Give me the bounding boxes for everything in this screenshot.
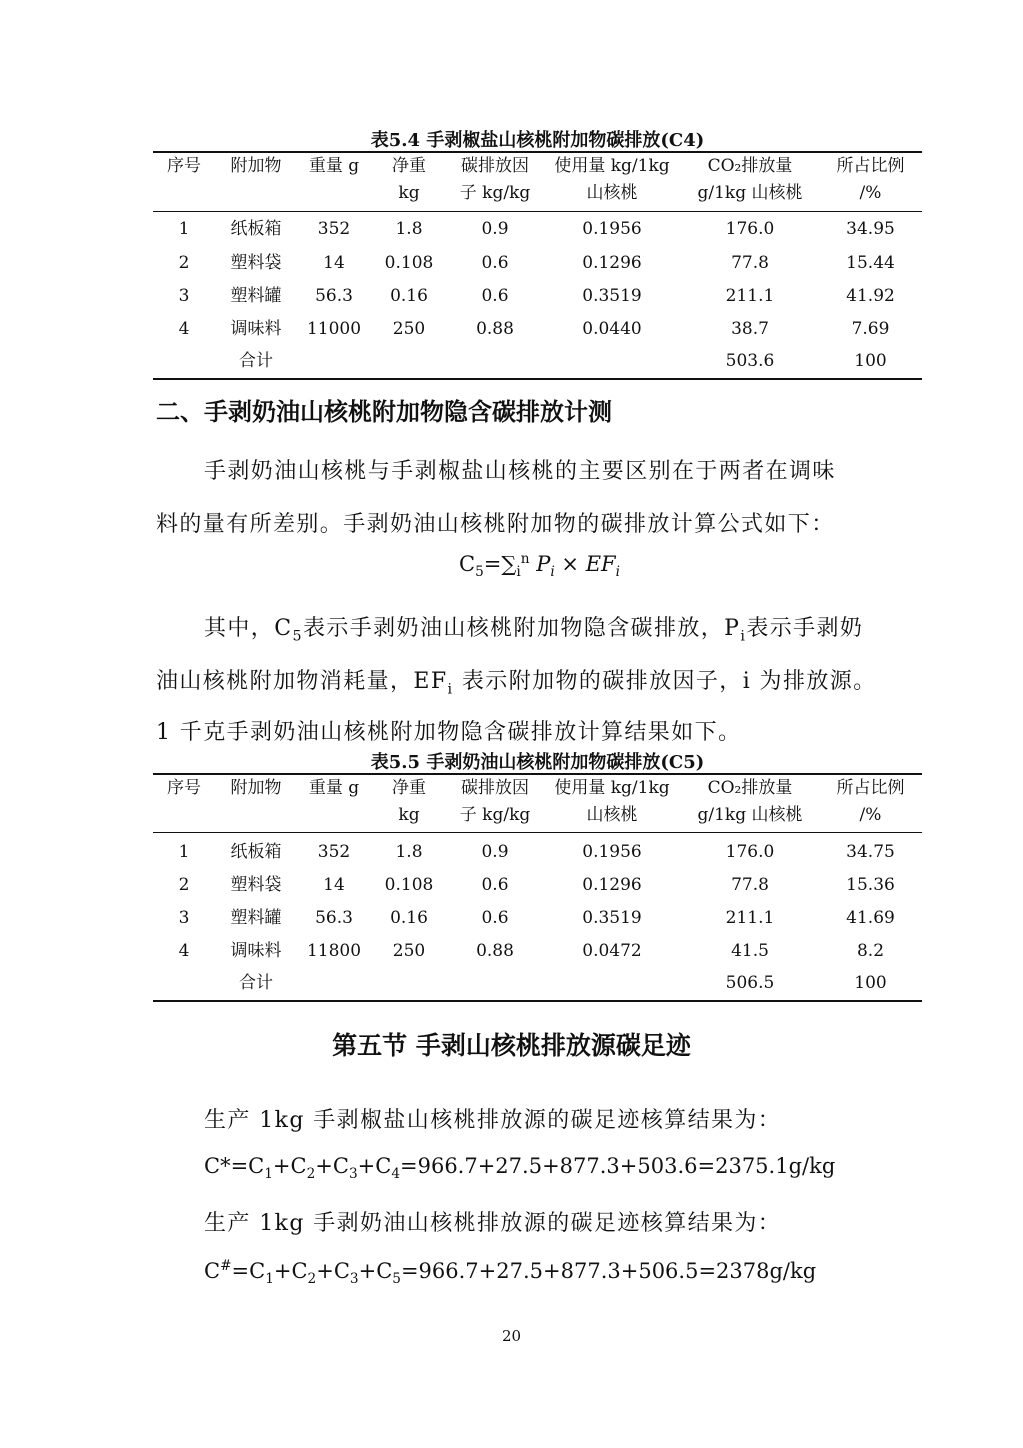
table2-header-cell: 子 kg/kg <box>459 805 531 825</box>
table-cell: 14 <box>323 875 345 895</box>
table2-header-rule <box>153 832 922 833</box>
table-cell: 0.1296 <box>582 253 642 273</box>
table-cell: 11800 <box>306 941 362 961</box>
section-title: 第五节 手剥山核桃排放源碳足迹 <box>332 1031 691 1060</box>
table1-header-cell: 山核桃 <box>586 183 638 203</box>
table-cell: 211.1 <box>725 908 775 928</box>
table2-header-cell: 使用量 kg/1kg <box>554 778 670 798</box>
table2-bottom-rule <box>153 1000 922 1002</box>
table1-header-row-1 <box>153 153 922 179</box>
table-cell: 352 <box>317 219 351 239</box>
table-cell: 211.1 <box>725 286 775 306</box>
table-cell: 0.6 <box>481 908 509 928</box>
table-cell: 3 <box>178 286 190 306</box>
table-cell: 0.0440 <box>582 319 642 339</box>
table-cell: 41.92 <box>846 286 895 306</box>
table1-header-cell: 净重 <box>392 156 426 176</box>
table-cell: 41.5 <box>731 941 769 961</box>
table2-header-cell: /% <box>859 805 882 825</box>
table2-header-row-1 <box>153 775 922 801</box>
table-cell: 15.44 <box>846 253 895 273</box>
table2-caption: 表5.5 手剥奶油山核桃附加物碳排放(C5) <box>370 752 705 773</box>
table1-header-cell: 所占比例 <box>836 156 905 176</box>
table-cell: 调味料 <box>230 941 282 961</box>
table-cell: 352 <box>317 842 351 862</box>
table-cell: 56.3 <box>315 908 353 928</box>
table-cell: 250 <box>392 941 426 961</box>
paragraph-line: 其中，$C_5$表示手剥奶油山核桃附加物隐含碳排放，$P_i$表示手剥奶 <box>204 616 864 645</box>
table-cell: 调味料 <box>230 319 282 339</box>
total-label: 合计 <box>239 351 273 371</box>
table-cell: 7.69 <box>851 319 890 339</box>
table-cell: 0.6 <box>481 875 509 895</box>
table-cell: 4 <box>178 319 190 339</box>
table-row <box>153 905 922 931</box>
table-cell: 0.16 <box>390 286 428 306</box>
total-co2: 506.5 <box>725 973 775 993</box>
table-cell: 塑料袋 <box>230 253 282 273</box>
table1-header-cell: 碳排放因 <box>461 156 529 176</box>
table-cell: 0.3519 <box>582 286 642 306</box>
table2-header-cell: g/1kg 山核桃 <box>697 805 803 825</box>
table-cell: 34.95 <box>846 219 895 239</box>
table2-header-cell: 净重 <box>392 778 426 798</box>
table-row <box>153 839 922 865</box>
table-total-row <box>153 970 922 996</box>
table1-header-cell: 子 kg/kg <box>459 183 531 203</box>
table2-header-cell: kg <box>398 805 420 825</box>
table1-caption: 表5.4 手剥椒盐山核桃附加物碳排放(C4) <box>370 130 705 151</box>
table1-header-cell: 序号 <box>167 156 201 176</box>
table1-header-cell: 使用量 kg/1kg <box>554 156 670 176</box>
table2-header-row-2 <box>153 802 922 828</box>
table2-header-cell: 所占比例 <box>836 778 905 798</box>
table-cell: 8.2 <box>856 941 885 961</box>
table-cell: 250 <box>392 319 426 339</box>
table-cell: 34.75 <box>846 842 895 862</box>
table-row <box>153 938 922 964</box>
table-cell: 176.0 <box>725 842 775 862</box>
table-cell: 0.6 <box>481 286 509 306</box>
table-cell: 0.1956 <box>582 842 642 862</box>
table-total-row <box>153 348 922 374</box>
table2-header-cell: 附加物 <box>230 778 282 798</box>
table-row <box>153 316 922 342</box>
table-cell: 11000 <box>306 319 362 339</box>
total-co2: 503.6 <box>725 351 775 371</box>
total-label: 合计 <box>239 973 273 993</box>
table-cell: 14 <box>323 253 345 273</box>
table-cell: 1.8 <box>395 219 423 239</box>
table-cell: 1.8 <box>395 842 423 862</box>
table-cell: 38.7 <box>731 319 769 339</box>
table1-bottom-rule <box>153 378 922 380</box>
table-cell: 1 <box>178 219 190 239</box>
table1-header-cell: CO₂排放量 <box>707 156 793 176</box>
table2-header-cell: 序号 <box>167 778 201 798</box>
table-cell: 0.108 <box>384 253 434 273</box>
table-cell: 2 <box>178 875 190 895</box>
table2-header-cell: 山核桃 <box>586 805 638 825</box>
formula-c-star: $C*=C_1+C_2+C_3+C_4=966.7+27.5+877.3+503.6=2375.1g/kg$ <box>204 1154 836 1183</box>
table-cell: 0.9 <box>481 842 509 862</box>
table-cell: 0.88 <box>476 319 514 339</box>
table-cell: 塑料罐 <box>230 908 282 928</box>
table-cell: 塑料袋 <box>230 875 282 895</box>
table-cell: 0.3519 <box>582 908 642 928</box>
table-cell: 4 <box>178 941 190 961</box>
table-row <box>153 216 922 242</box>
paragraph-line: 油山核桃附加物消耗量，$EF_i$ 表示附加物的碳排放因子，i 为排放源。 <box>156 669 877 698</box>
formula-c5: $C_5=\sum_i^n$ $P_i \times EF_i$ <box>459 551 620 581</box>
table-cell: 56.3 <box>315 286 353 306</box>
table1-header-cell: 重量 g <box>308 156 360 176</box>
table-cell: 15.36 <box>846 875 895 895</box>
table2-header-cell: CO₂排放量 <box>707 778 793 798</box>
table-cell: 纸板箱 <box>230 219 282 239</box>
table-cell: 41.69 <box>846 908 895 928</box>
paragraph-line: 1 千克手剥奶油山核桃附加物隐含碳排放计算结果如下。 <box>156 720 742 745</box>
table-cell: 纸板箱 <box>230 842 282 862</box>
table-cell: 3 <box>178 908 190 928</box>
table-row <box>153 250 922 276</box>
table2-header-cell: 重量 g <box>308 778 360 798</box>
table-cell: 塑料罐 <box>230 286 282 306</box>
table-row <box>153 283 922 309</box>
formula-c-hash: $C^{\#}=C_1+C_2+C_3+C_5=966.7+27.5+877.3+506.5=2378g/kg$ <box>204 1258 817 1288</box>
total-pct: 100 <box>854 351 887 371</box>
table-cell: 0.108 <box>384 875 434 895</box>
table-cell: 2 <box>178 253 190 273</box>
table1-header-cell: g/1kg 山核桃 <box>697 183 803 203</box>
table-cell: 1 <box>178 842 190 862</box>
table1-header-cell: kg <box>398 183 420 203</box>
table-cell: 176.0 <box>725 219 775 239</box>
table1-header-cell: /% <box>859 183 882 203</box>
table1-header-row-2 <box>153 180 922 206</box>
paragraph-line: 料的量有所差别。手剥奶油山核桃附加物的碳排放计算公式如下： <box>156 512 835 537</box>
table1-header-rule <box>153 211 922 212</box>
section-heading: 二、手剥奶油山核桃附加物隐含碳排放计测 <box>156 397 612 426</box>
table-cell: 0.16 <box>390 908 428 928</box>
table-cell: 0.1956 <box>582 219 642 239</box>
table-cell: 77.8 <box>731 253 769 273</box>
table2-header-cell: 碳排放因 <box>461 778 529 798</box>
table-cell: 0.0472 <box>582 941 642 961</box>
total-pct: 100 <box>854 973 887 993</box>
table-row <box>153 872 922 898</box>
paragraph-line: 生产 1kg 手剥椒盐山核桃排放源的碳足迹核算结果为： <box>204 1108 782 1133</box>
page-number: 20 <box>501 1327 522 1345</box>
table-cell: 0.9 <box>481 219 509 239</box>
table1-header-cell: 附加物 <box>230 156 282 176</box>
paragraph-line: 手剥奶油山核桃与手剥椒盐山核桃的主要区别在于两者在调味 <box>204 459 836 484</box>
table-cell: 0.6 <box>481 253 509 273</box>
table-cell: 77.8 <box>731 875 769 895</box>
paragraph-line: 生产 1kg 手剥奶油山核桃排放源的碳足迹核算结果为： <box>204 1211 782 1236</box>
table-cell: 0.88 <box>476 941 514 961</box>
table-cell: 0.1296 <box>582 875 642 895</box>
